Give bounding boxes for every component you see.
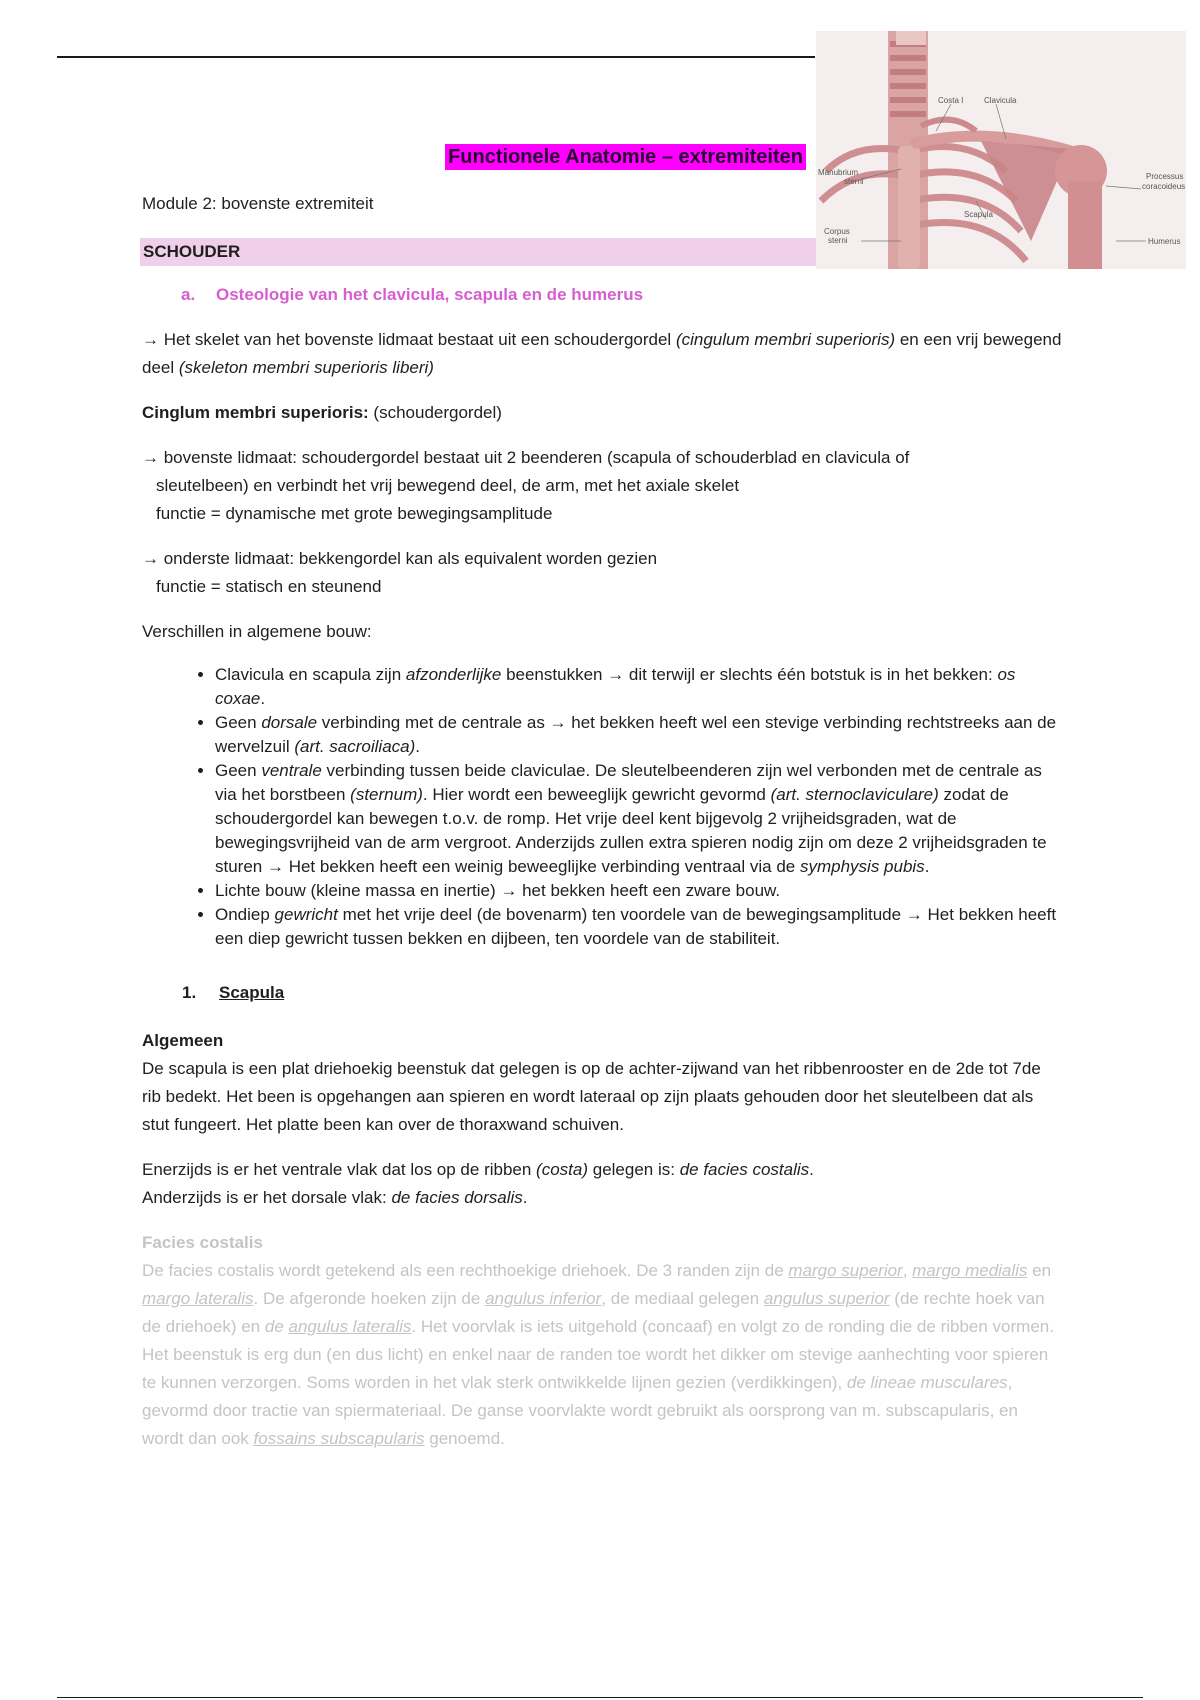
label-costa: Costa I bbox=[938, 96, 964, 105]
subsection-heading bbox=[181, 285, 643, 305]
list-item: • Geen dorsale verbinding met de centrale as → het bekken heeft wel een stevige verbinding rechtstreeks aan de wervelzuil (art. sacroiliaca). bbox=[215, 711, 1062, 759]
cingulum-heading: Cinglum membri superioris: (schoudergordel) bbox=[142, 403, 502, 422]
page-title: Functionele Anatomie – extremiteiten bbox=[445, 144, 806, 170]
upper-limb-paragraph: → bovenste lidmaat: schoudergordel bestaat uit 2 beenderen (scapula of schouderblad en clavicula of sleutelbeen) en verbindt het vrij bewegend deel, de arm, met het axiale skelet functie = dynamische met grote bewegingsamplitude bbox=[142, 448, 910, 523]
module-heading: Module 2: bovenste extremiteit bbox=[142, 194, 374, 213]
top-rule bbox=[57, 56, 815, 58]
facies-costalis-title: Facies costalis bbox=[142, 1233, 263, 1252]
skeleton-illustration bbox=[816, 31, 1186, 269]
label-humerus: Humerus bbox=[1148, 237, 1181, 246]
shoulder-skeleton-figure bbox=[816, 31, 1186, 269]
intro-paragraph: → Het skelet van het bovenste lidmaat bestaat uit een schoudergordel (cingulum membri superioris) en een vrij bewegend deel (skeleton membri superioris liberi) bbox=[142, 330, 1062, 377]
algemeen-label: Algemeen bbox=[142, 1031, 224, 1050]
label-corpus-2: sterni bbox=[828, 236, 848, 245]
vlakken-paragraph: Enerzijds is er het ventrale vlak dat los op de ribben (costa) gelegen is: de facies costalis. Anderzijds is er het dorsale vlak: de facies dorsalis. bbox=[142, 1160, 814, 1207]
document-body bbox=[142, 326, 1062, 1470]
algemeen-paragraph: Algemeen De scapula is een plat driehoekig beenstuk dat gelegen is op de achter-zijwand van het ribbenrooster en de 2de tot 7de rib bedekt. Het been is opgehangen aan spieren en wordt lateraal op zijn plaats gehouden door het sleutelbeen dat als stut fungeert. Het platte been kan over de thoraxwand schuiven. bbox=[142, 1031, 1041, 1134]
label-clavicula: Clavicula bbox=[984, 96, 1017, 105]
list-item: • Geen ventrale verbinding tussen beide claviculae. De sleutelbeenderen zijn wel verbonden met de centrale as via het borstbeen (sternum). Hier wordt een beweeglijk gewricht gevormd (art. sternoclaviculare) zodat de schoudergordel kan bewegen t.o.v. de romp. Het vrije deel kent bijgevolg 2 vrijheidsgraden, wat de bewegingsvrijheid van de arm vergroot. Anderzijds zullen extra spieren nodig zijn om deze 2 vrijheidsgraden te sturen → Het bekken heeft een weinig beweeglijke verbinding ventraal via de symphysis pubis. bbox=[215, 759, 1062, 879]
subsection-number: a. bbox=[181, 285, 196, 304]
list-item: • Ondiep gewricht met het vrije deel (de bovenarm) ten voordele van de bewegingsamplitude → Het bekken heeft een diep gewricht tussen bekken en dijbeen, ten voordele van de stabiliteit. bbox=[215, 903, 1062, 951]
subsection-title: Osteologie van het clavicula, scapula en de humerus bbox=[216, 285, 644, 304]
label-manubrium: Manubrium bbox=[818, 168, 859, 177]
lower-limb-paragraph: → onderste lidmaat: bekkengordel kan als equivalent worden gezien functie = statisch en steunend bbox=[142, 549, 658, 596]
label-processus-2: coracoideus bbox=[1142, 182, 1186, 191]
label-manubrium-2: sterni bbox=[844, 177, 864, 186]
bottom-rule bbox=[57, 1697, 1143, 1698]
differences-list bbox=[142, 663, 1062, 951]
differences-title: Verschillen in algemene bouw: bbox=[142, 622, 372, 641]
label-scapula: Scapula bbox=[964, 210, 993, 219]
facies-costalis-paragraph: Facies costalis De facies costalis wordt getekend als een rechthoekige driehoek. De 3 randen zijn de margo superior, margo medialis en margo lateralis. De afgeronde hoeken zijn de angulus inferior, de mediaal gelegen angulus superior (de rechte hoek van de driehoek) en de angulus lateralis. Het voorvlak is iets uitgehold (concaaf) en volgt zo de ronding die de ribben vormen. Het beenstuk is erg dun (en dus licht) en enkel naar de randen toe wordt het dikker om stevige aanhechting voor spieren te kunnen verzorgen. Soms worden in het vlak sterk ontwikkelde lijnen gezien (verdikkingen), de lineae musculares, gevormd door tractie van spiermateriaal. De ganse voorvlakte wordt gebruikt als oorsprong van m. subscapularis, en wordt dan ook fossains subscapularis genoemd. bbox=[142, 1233, 1054, 1448]
scapula-heading: 1. Scapula bbox=[182, 983, 285, 1002]
label-processus: Processus bbox=[1146, 172, 1184, 181]
label-corpus: Corpus bbox=[824, 227, 850, 236]
list-item: • Clavicula en scapula zijn afzonderlijke beenstukken → dit terwijl er slechts één botstuk is in het bekken: os coxae. bbox=[215, 663, 1062, 711]
section-heading: SCHOUDER bbox=[140, 238, 816, 266]
list-item: • Lichte bouw (kleine massa en inertie) → het bekken heeft een zware bouw. bbox=[215, 879, 1062, 903]
